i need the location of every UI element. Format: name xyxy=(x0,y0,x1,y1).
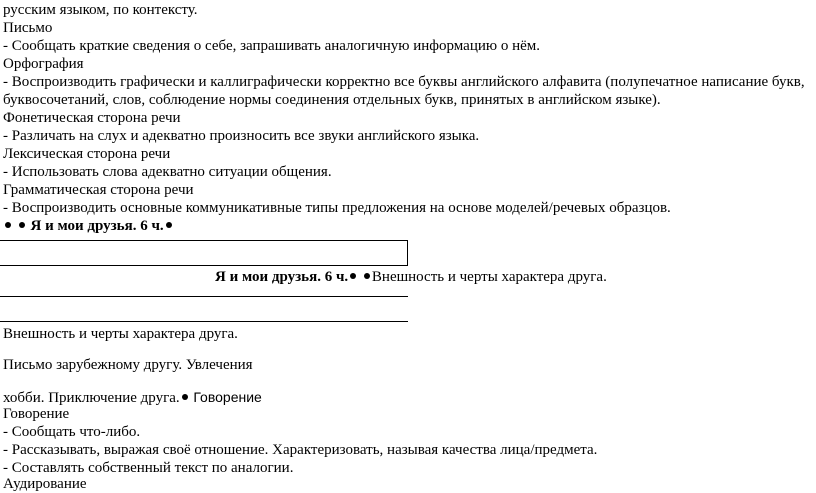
bullet-heading xyxy=(3,217,174,235)
text-line: - Воспроизводить основные коммуникативные типы предложения на основе моделей/речевых образцов. xyxy=(3,200,671,216)
text-line: - Составлять собственный текст по аналогии. xyxy=(3,460,294,476)
text-line: - Использовать слова адекватно ситуации общения. xyxy=(3,164,332,180)
section-heading-phonetics: Фонетическая сторона речи xyxy=(3,110,181,126)
section-heading-grammar: Грамматическая сторона речи xyxy=(3,182,194,198)
bullet-icon xyxy=(364,273,370,279)
table-center-line xyxy=(215,268,607,286)
section-heading-listening: Аудирование xyxy=(3,476,87,492)
topic-item-text: хобби. Приключение друга. xyxy=(3,390,180,406)
text-line: - Сообщать краткие сведения о себе, запрашивать аналогичную информацию о нём. xyxy=(3,38,541,54)
section-heading-speaking: Говорение xyxy=(3,406,70,422)
section-heading-orthography: Орфография xyxy=(3,56,84,72)
bullet-heading-text: Я и мои друзья. 6 ч. xyxy=(30,218,164,234)
bullet-icon xyxy=(19,222,25,228)
text-line: - Различать на слух и адекватно произносить все звуки английского языка. xyxy=(3,128,480,144)
topic-item: Внешность и черты характера друга. xyxy=(3,326,238,342)
text-line: русским языком, по контексту. xyxy=(3,2,198,18)
bullet-icon xyxy=(166,222,172,228)
section-heading-writing: Письмо xyxy=(3,20,53,36)
text-line: - Воспроизводить графически и каллиграфически корректно все буквы английского алфавита (полупечатное написание букв, xyxy=(3,74,805,90)
topic-subitem: Внешность и черты характера друга. xyxy=(371,269,607,285)
topic-title: Я и мои друзья. 6 ч. xyxy=(215,269,349,285)
text-line: - Рассказывать, выражая своё отношение. Характеризовать, называя качества лица/предмета. xyxy=(3,442,598,458)
bullet-icon xyxy=(182,394,188,400)
text-line: - Сообщать что-либо. xyxy=(3,424,141,440)
topic-item-tail: Говорение xyxy=(193,389,262,405)
text-line: буквосочетаний, слов, соблюдение нормы соединения отдельных букв, принятых в английском языке). xyxy=(3,92,661,108)
table-rule xyxy=(0,296,408,297)
table-cell-empty xyxy=(0,240,408,266)
bullet-icon xyxy=(5,222,11,228)
topic-item: Письмо зарубежному другу. Увлечения xyxy=(3,357,253,373)
section-heading-lexis: Лексическая сторона речи xyxy=(3,146,171,162)
table-rule xyxy=(0,321,408,322)
bullet-icon xyxy=(350,273,356,279)
